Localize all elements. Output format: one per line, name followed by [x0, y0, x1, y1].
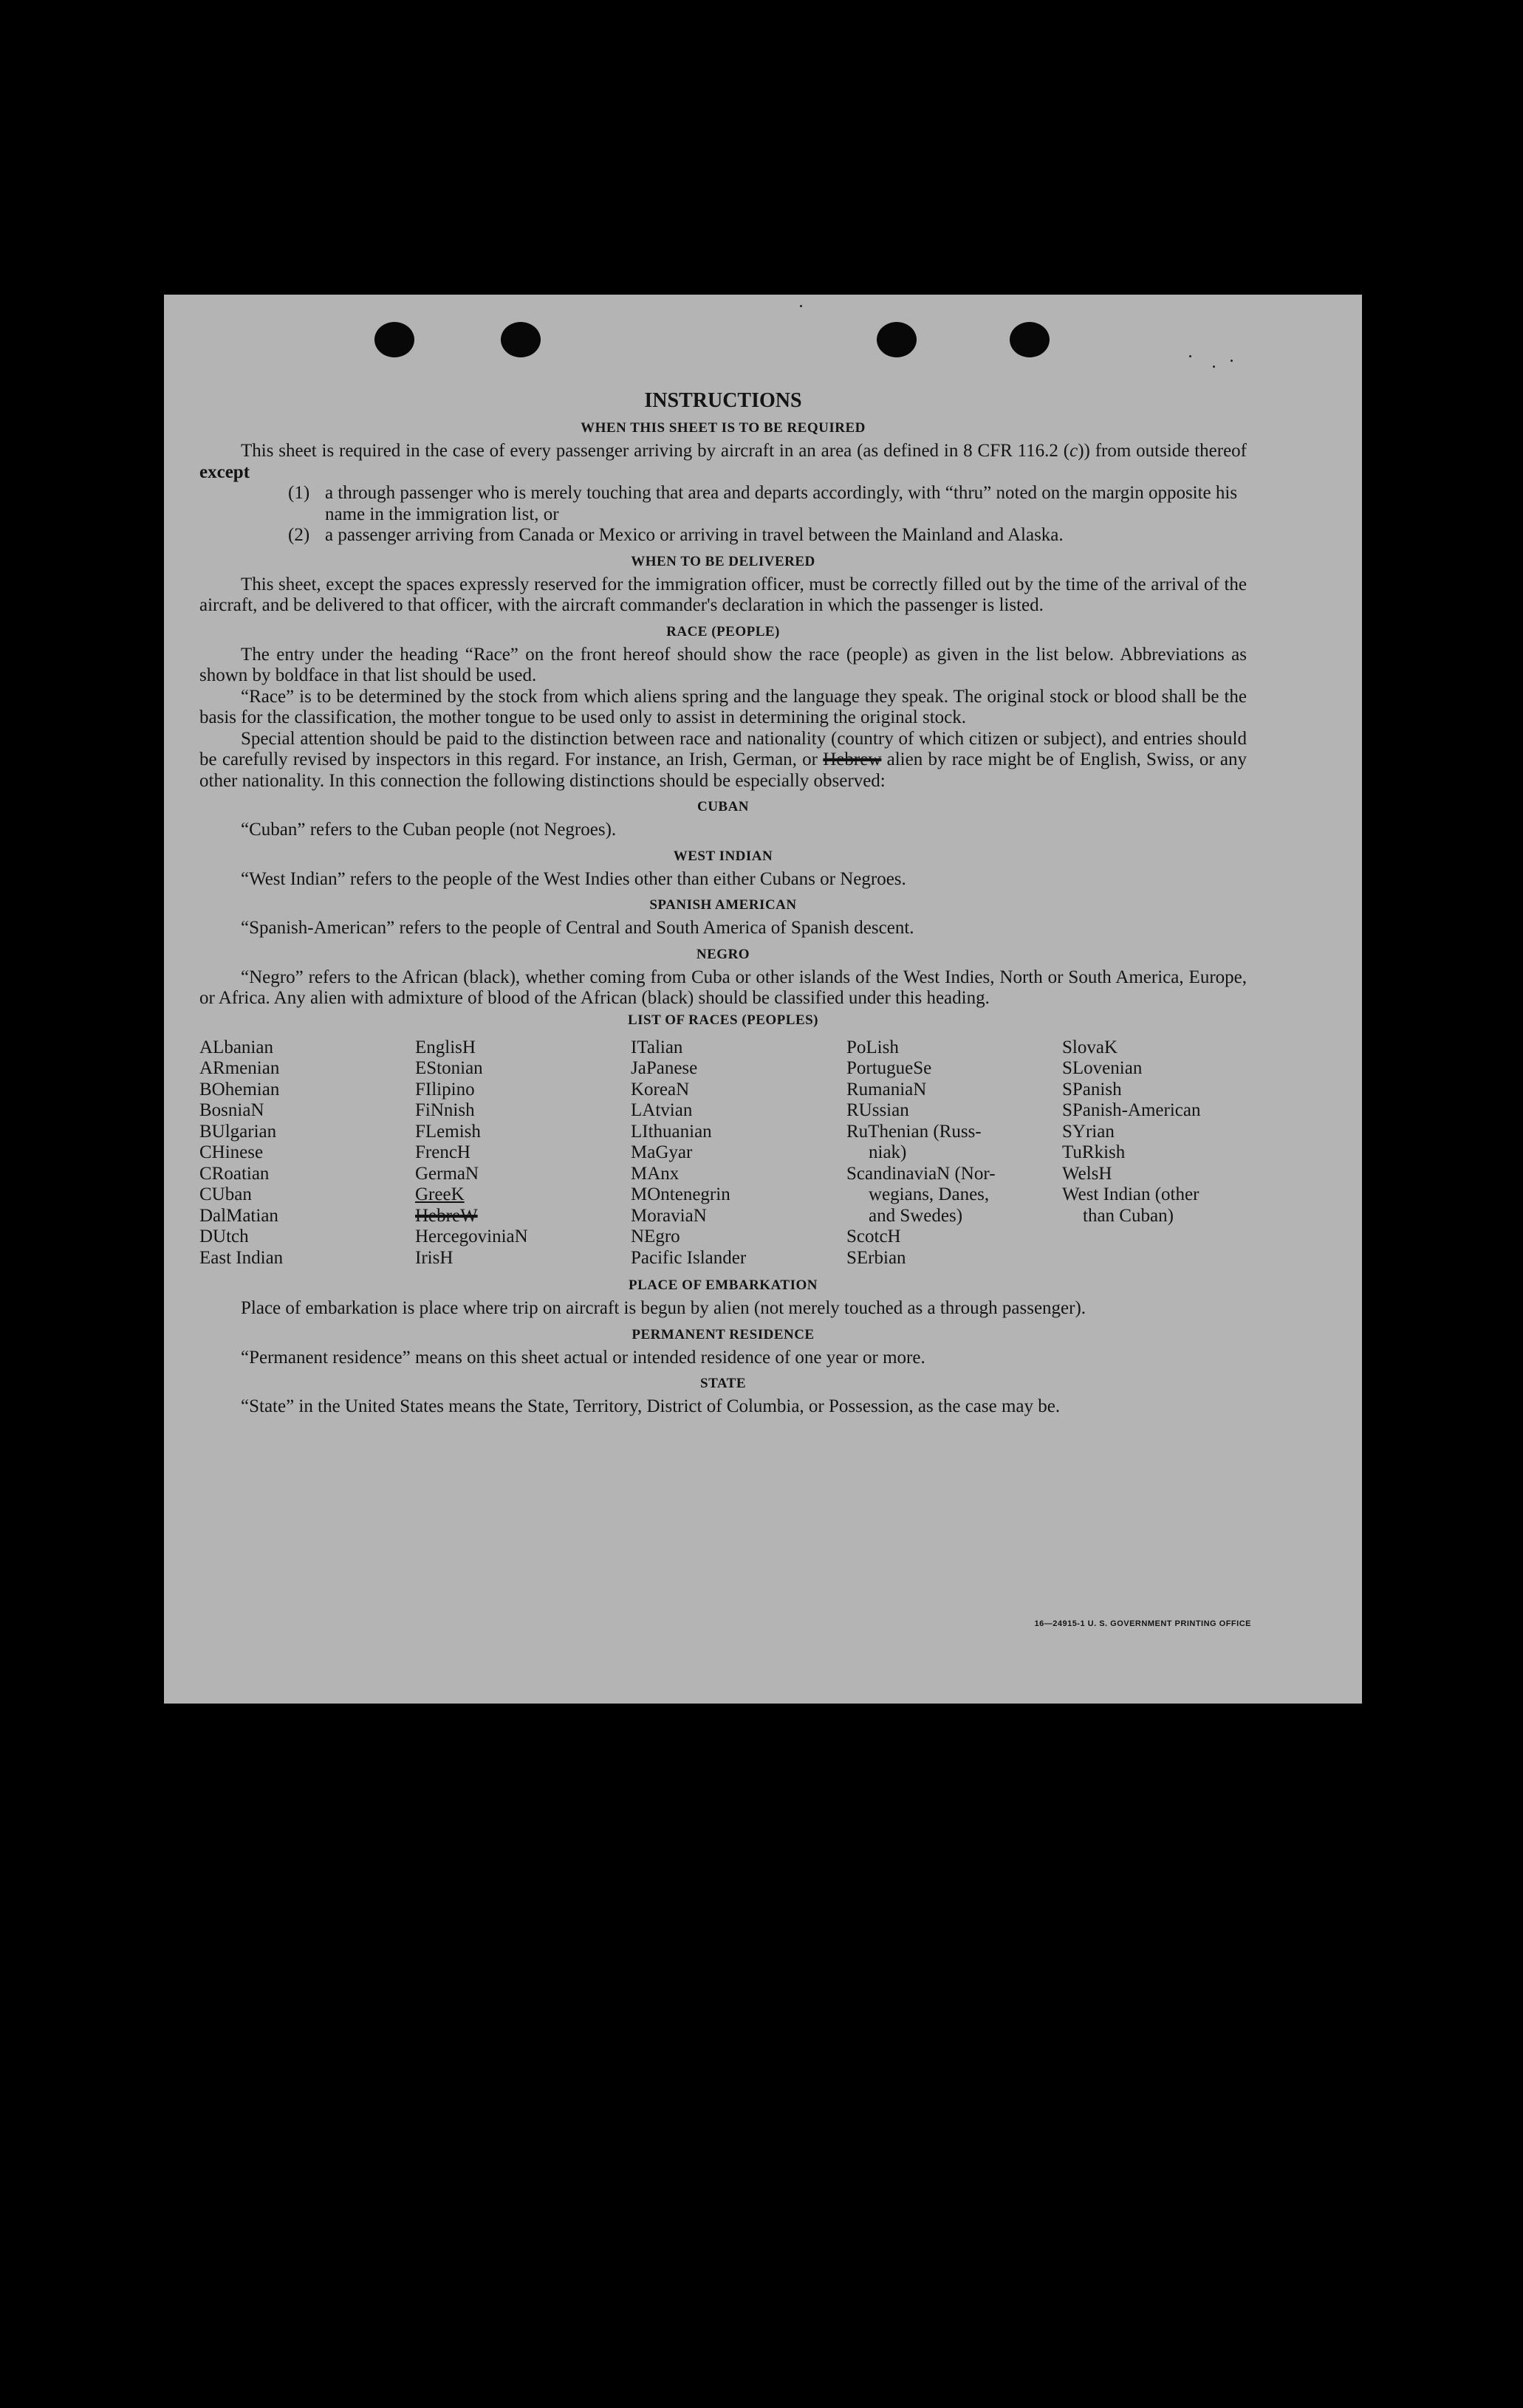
- race-item: CRoatian: [199, 1163, 270, 1184]
- form-number: 16—24915-1 U. S. GOVERNMENT PRINTING OFFICE: [1034, 1619, 1251, 1628]
- race-item: EnglisH: [415, 1037, 476, 1057]
- speck: [1213, 366, 1215, 368]
- punch-hole: [501, 322, 541, 357]
- races-column-4: [846, 1037, 1062, 1269]
- race-item: GreeK: [415, 1184, 465, 1204]
- race-item: LIthuanian: [631, 1121, 712, 1142]
- race-item: KoreaN: [631, 1079, 690, 1100]
- section-heading-state: STATE: [700, 1376, 746, 1391]
- race-item: DUtch: [199, 1227, 249, 1246]
- race-item: than Cuban): [1083, 1205, 1174, 1226]
- race-item: FiNnish: [415, 1100, 475, 1120]
- section-heading-spanish-american: SPANISH AMERICAN: [649, 897, 797, 913]
- section-heading-when-required: WHEN THIS SHEET IS TO BE REQUIRED: [581, 420, 866, 436]
- document-sheet: [164, 295, 1362, 1704]
- embarkation-text: Place of embarkation is place where trip on aircraft is begun by alien (not merely touched as a through passenger).: [241, 1298, 1086, 1318]
- race-paragraph-2: “Race” is to be determined by the stock from which aliens spring and the language they speak. The original stock or blood shall be the basis for the classification, the mother tongue to be used only to assist in determining the original stock.: [199, 686, 1247, 727]
- race-item: wegians, Danes,: [869, 1184, 990, 1204]
- when-required-intro: This sheet is required in the case of every passenger arriving by aircraft in an area (as defined in 8 CFR 116.2 (c)) from outside thereof except: [199, 441, 1247, 482]
- race-item: MAnx: [631, 1163, 680, 1184]
- races-column-3: [631, 1037, 846, 1269]
- section-heading-residence: PERMANENT RESIDENCE: [632, 1326, 815, 1342]
- race-item: SLovenian: [1062, 1058, 1143, 1078]
- race-item: WelsH: [1062, 1163, 1112, 1184]
- race-item: SYrian: [1062, 1121, 1115, 1142]
- race-item: FIlipino: [415, 1079, 475, 1100]
- race-item: SPanish: [1062, 1079, 1122, 1100]
- race-paragraph-1: The entry under the heading “Race” on the front hereof should show the race (people) as given in the list below. Abbreviations as shown by boldface in that list should be used.: [199, 644, 1247, 685]
- exception-item-1: (1) a through passenger who is merely touching that area and departs accordingly, with “thru” noted on the margin opposite his name in the immigration list, or: [288, 483, 1238, 524]
- race-item: RuThenian (Russ-: [846, 1121, 982, 1142]
- race-item: DalMatian: [199, 1205, 278, 1226]
- spanish-american-text: “Spanish-American” refers to the people of Central and South America of Spanish descent.: [241, 918, 914, 938]
- race-item: JaPanese: [631, 1058, 698, 1078]
- speck: [800, 305, 802, 307]
- races-list: [199, 1037, 1247, 1269]
- race-item: MaGyar: [631, 1142, 693, 1162]
- race-item: PortugueSe: [846, 1058, 932, 1078]
- race-item: MoraviaN: [631, 1205, 707, 1226]
- section-heading-west-indian: WEST INDIAN: [673, 848, 773, 864]
- section-heading-embarkation: PLACE OF EMBARKATION: [629, 1277, 818, 1293]
- race-item: GermaN: [415, 1163, 479, 1184]
- race-item: MOntenegrin: [631, 1184, 730, 1204]
- state-text: “State” in the United States means the State, Territory, District of Columbia, or Possession, as the case may be.: [241, 1396, 1061, 1416]
- race-item-struck: HebreW: [415, 1205, 478, 1226]
- race-item: NEgro: [631, 1227, 680, 1246]
- section-heading-cuban: CUBAN: [697, 799, 750, 814]
- race-item: ITalian: [631, 1037, 683, 1057]
- speck: [1231, 360, 1233, 362]
- punch-hole: [1010, 322, 1050, 357]
- race-item: ARmenian: [199, 1058, 280, 1078]
- exception-item-2: (2) a passenger arriving from Canada or Mexico or arriving in travel between the Mainland and Alaska.: [288, 525, 1064, 545]
- race-item: RumaniaN: [846, 1079, 927, 1100]
- race-item: West Indian (other: [1062, 1184, 1199, 1204]
- race-item: BosniaN: [199, 1100, 264, 1120]
- race-item: HercegoviniaN: [415, 1227, 528, 1246]
- race-item: EStonian: [415, 1058, 483, 1078]
- race-item: CUban: [199, 1184, 252, 1204]
- race-item: TuRkish: [1062, 1142, 1126, 1162]
- west-indian-text: “West Indian” refers to the people of the West Indies other than either Cubans or Negroes.: [241, 868, 906, 889]
- cuban-text: “Cuban” refers to the Cuban people (not Negroes).: [241, 820, 617, 840]
- when-delivered-text: This sheet, except the spaces expressly reserved for the immigration officer, must be correctly filled out by the time of the arrival of the aircraft, and be delivered to that officer, with the aircraft commander's declaration in which the passenger is listed.: [199, 574, 1247, 615]
- race-item: CHinese: [199, 1142, 264, 1162]
- speck: [1189, 355, 1191, 357]
- punch-hole: [877, 322, 917, 357]
- race-item: East Indian: [199, 1247, 284, 1268]
- race-item: RUssian: [846, 1100, 909, 1120]
- races-column-5: [1062, 1037, 1247, 1269]
- section-heading-when-delivered: WHEN TO BE DELIVERED: [631, 553, 815, 569]
- race-paragraph-3: Special attention should be paid to the distinction between race and nationality (country of which citizen or subject), and entries should be carefully revised by inspectors in this regard. For instance, an Irish, German, or Hebrew alien by race might be of English, Swiss, or any other nationality. In this connection the following distinctions should be especially observed:: [199, 728, 1247, 791]
- race-item: SErbian: [846, 1247, 906, 1268]
- race-item: SPanish-American: [1062, 1100, 1201, 1120]
- race-item: BOhemian: [199, 1079, 280, 1100]
- race-item: BUlgarian: [199, 1121, 277, 1142]
- residence-text: “Permanent residence” means on this sheet actual or intended residence of one year or more.: [241, 1347, 925, 1368]
- race-item: and Swedes): [869, 1205, 963, 1226]
- section-heading-list-of-races: LIST OF RACES (PEOPLES): [627, 1012, 819, 1028]
- race-item: LAtvian: [631, 1100, 693, 1120]
- instructions-content: [199, 389, 1247, 1418]
- race-item: ScotcH: [846, 1227, 901, 1246]
- race-item: SlovaK: [1062, 1037, 1118, 1057]
- races-column-2: [415, 1037, 631, 1269]
- page-title: INSTRUCTIONS: [644, 389, 802, 412]
- section-heading-negro: NEGRO: [696, 946, 750, 962]
- race-item: ScandinaviaN (Nor-: [846, 1163, 996, 1184]
- race-item: PoLish: [846, 1037, 899, 1057]
- races-column-1: [199, 1037, 415, 1269]
- section-heading-race: RACE (PEOPLE): [666, 623, 780, 639]
- negro-text: “Negro” refers to the African (black), whether coming from Cuba or other islands of the West Indies, North or South America, Europe, or Africa. Any alien with admixture of blood of the African (black) should be classified under this heading.: [199, 967, 1247, 1008]
- race-item: FrencH: [415, 1142, 470, 1162]
- race-item: ALbanian: [199, 1037, 273, 1057]
- race-item: niak): [869, 1142, 907, 1162]
- race-item: FLemish: [415, 1121, 481, 1142]
- struck-word: Hebrew: [823, 750, 882, 769]
- race-item: IrisH: [415, 1247, 454, 1268]
- punch-hole: [374, 322, 414, 357]
- race-item: Pacific Islander: [631, 1247, 747, 1268]
